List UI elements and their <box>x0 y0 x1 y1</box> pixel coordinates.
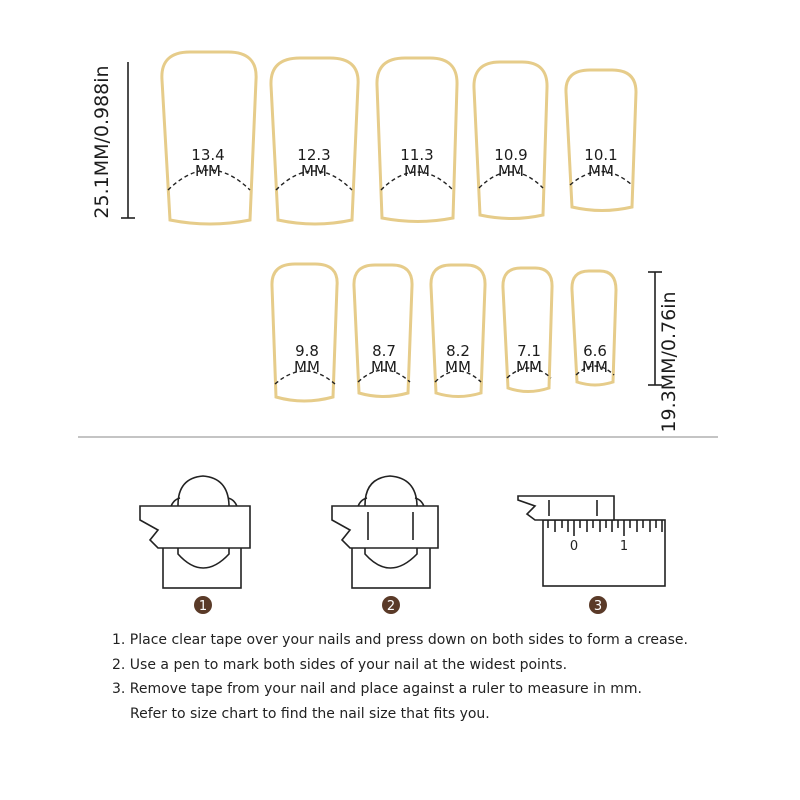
nail-size-unit: MM <box>588 162 614 180</box>
instruction-2: 2. Use a pen to mark both sides of your nail at the widest points. <box>112 656 568 673</box>
nail-size-10 <box>572 271 616 385</box>
nail-size-unit: MM <box>301 162 327 180</box>
top-row-length-label: 25.1MM/0.988in <box>91 65 113 219</box>
nail-size-value: 6.6 <box>583 342 607 360</box>
step-marker-2 <box>382 596 400 614</box>
step-marker-2-number: 2 <box>386 599 396 614</box>
top-row-dimension <box>91 62 135 219</box>
nail-size-unit: MM <box>195 162 221 180</box>
measurement-instructions <box>112 628 772 726</box>
nail-size-unit: MM <box>445 358 471 376</box>
nail-size-value: 12.3 <box>297 146 331 164</box>
nail-size-value: 7.1 <box>517 342 541 360</box>
step-marker-3 <box>589 596 607 614</box>
nail-size-value: 8.7 <box>372 342 396 360</box>
nail-size-unit: MM <box>371 358 397 376</box>
instruction-1: 1. Place clear tape over your nails and press down on both sides to form a crease. <box>112 632 688 648</box>
nail-size-unit: MM <box>516 358 542 376</box>
nail-size-5 <box>566 70 636 211</box>
nail-size-value: 10.9 <box>494 146 528 164</box>
nail-size-2 <box>271 58 358 224</box>
step-marker-1-number: 1 <box>198 599 208 614</box>
nail-size-7 <box>354 265 412 397</box>
top-row-nails <box>162 52 636 224</box>
nail-size-9 <box>503 268 552 392</box>
bottom-row-length-label: 19.3MM/0.76in <box>658 291 680 433</box>
nail-size-8 <box>431 265 485 397</box>
bottom-row-nails <box>272 264 616 401</box>
nail-size-unit: MM <box>498 162 524 180</box>
step-marker-3-number: 3 <box>593 599 603 614</box>
nail-size-value: 13.4 <box>191 146 225 164</box>
bottom-row-dimension <box>648 272 680 433</box>
instruction-3: 3. Remove tape from your nail and place against a ruler to measure in mm. <box>112 681 642 697</box>
step-marker-1 <box>194 596 212 614</box>
nail-size-value: 10.1 <box>584 146 618 164</box>
nail-size-3 <box>377 58 457 222</box>
nail-size-value: 9.8 <box>295 342 319 360</box>
step-3-illustration <box>518 496 665 586</box>
nail-size-unit: MM <box>404 162 430 180</box>
nail-size-1 <box>162 52 256 224</box>
step-2-illustration <box>332 476 438 588</box>
ruler-label-1: 1 <box>619 539 629 554</box>
nail-size-value: 8.2 <box>446 342 470 360</box>
step-1-illustration <box>140 476 250 588</box>
instruction-3-continued: Refer to size chart to find the nail size that fits you. <box>130 705 490 722</box>
nail-size-value: 11.3 <box>400 146 434 164</box>
nail-size-unit: MM <box>294 358 320 376</box>
nail-size-4 <box>474 62 547 219</box>
ruler-label-0: 0 <box>569 539 579 554</box>
nail-size-6 <box>272 264 337 401</box>
nail-size-unit: MM <box>582 358 608 376</box>
